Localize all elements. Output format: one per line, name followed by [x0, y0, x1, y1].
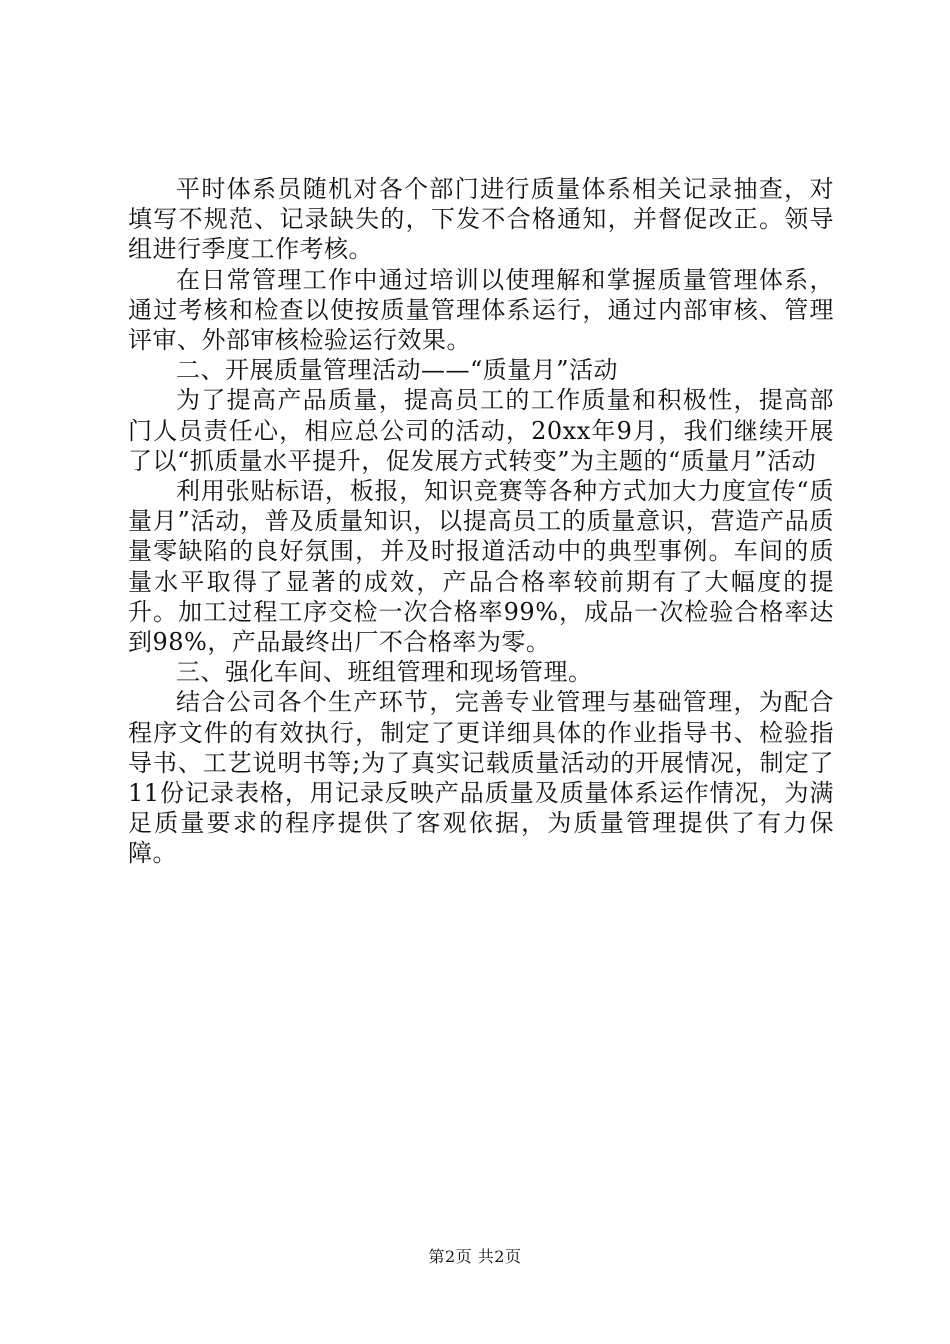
- paragraph-quality-month-purpose: 为了提高产品质量，提高员工的工作质量和积极性，提高部门人员责任心，相应总公司的活动，20xx年9月，我们继续开展了以“抓质量水平提升，促发展方式转变”为主题的“质量月”活动: [128, 386, 834, 475]
- paragraph-workshop-management: 结合公司各个生产环节，完善专业管理与基础管理，为配合程序文件的有效执行，制定了更详细具体的作业指导书、检验指导书、工艺说明书等;为了真实记载质量活动的开展情况，制定了11份记录表格，用记录反映产品质量及质量体系运作情况，为满足质量要求的程序提供了客观依据，为质量管理提供了有力保障。: [128, 688, 834, 868]
- section-heading-workshop-management: 三、强化车间、班组管理和现场管理。: [176, 658, 593, 687]
- section-heading-quality-month: 二、开展质量管理活动——“质量月”活动: [176, 356, 619, 385]
- paragraph-quality-month-results: 利用张贴标语，板报，知识竞赛等各种方式加大力度宣传“质量月”活动，普及质量知识，以提高员工的质量意识，营造产品质量零缺陷的良好氛围，并及时报道活动中的典型事例。车间的质量水平取得了显著的成效，产品合格率较前期有了大幅度的提升。加工过程工序交检一次合格率99%，成品一次检验合格率达到98%，产品最终出厂不合格率为零。: [128, 477, 834, 657]
- page-number-footer: 第2页 共2页: [428, 1247, 522, 1266]
- paragraph-daily-management: 在日常管理工作中通过培训以使理解和掌握质量管理体系，通过考核和检查以使按质量管理体系运行，通过内部审核、管理评审、外部审核检验运行效果。: [128, 265, 834, 355]
- paragraph-record-inspection: 平时体系员随机对各个部门进行质量体系相关记录抽查，对填写不规范、记录缺失的，下发不合格通知，并督促改正。领导组进行季度工作考核。: [128, 175, 834, 264]
- document-body: [128, 174, 834, 869]
